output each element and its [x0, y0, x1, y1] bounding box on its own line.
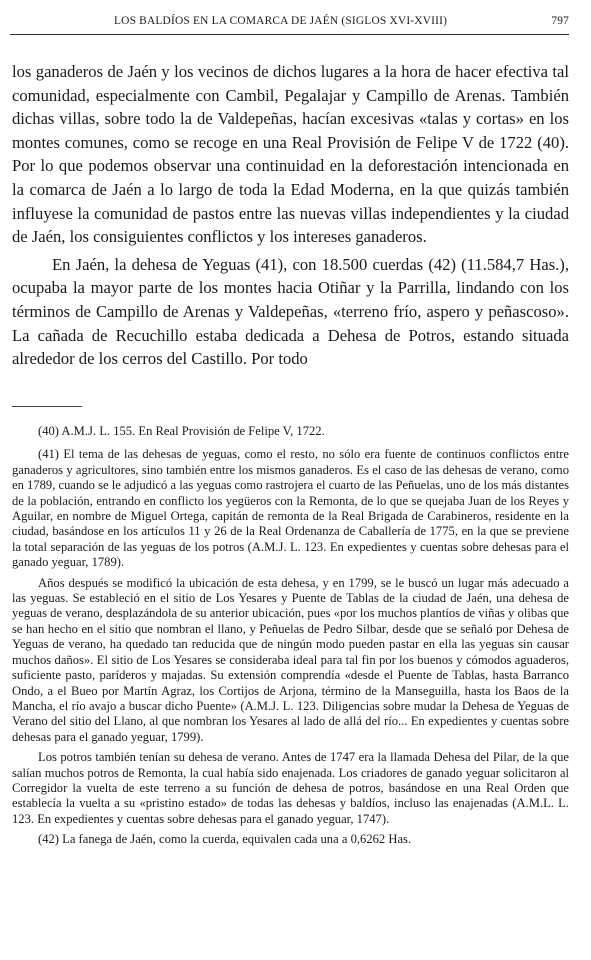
footnote-divider [12, 406, 82, 407]
body-paragraph: En Jaén, la dehesa de Yeguas (41), con 18.500 cuerdas (42) (11.584,7 Has.), ocupaba la mayor parte de los montes hacia Otiñar y la Parrilla, lindando con los términos de Campillo de Arenas y Valdepeñas, «terreno frío, aspero y peñascoso». La cañada de Recuchillo estaba dedicada a Dehesa de Potros, estando situada alrededor de los cerros del Castillo. Por todo [12, 254, 569, 369]
body-paragraph: los ganaderos de Jaén y los vecinos de dichos lugares a la hora de hacer efectiva tal comunidad, especialmente con Cambil, Pegalajar y Campillo de Arenas. También dichas villas, sobre todo la de Valdepeñas, hacían excesivas «talas y cortas» en los montes comunes, como se recoge en una Real Provisión de Felipe V de 1722 (40). Por lo que podemos observar una continuidad en la deforestación intencionada en la comarca de Jaén a lo largo de toda la Edad Moderna, en la que quizás también influyese la comunidad de pastos entre las nuevas villas independientes y la ciudad de Jaén, los consiguientes conflictos y los intereses ganaderos. [12, 62, 569, 247]
footnote-41: (41) El tema de las dehesas de yeguas, como el resto, no sólo era fuente de continuos conflictos entre ganaderos y agricultores, sino también entre los mismos ganaderos. Es el caso de las dehesas de verano, como en 1789, cuando se le adjudicó a las yeguas como rastrojera el cuarto de las Peñuelas, uno de los más distantes de la población, entrando en conflicto los yegüeros con la Remonta, de lo que se quejaba Juan de los Reyes y Aguilar, en nombre de Miguel Ortega, capitán de remonta de la Real Brigada de Carabineros, residente en la ciudad, basándose en los artículos 11 y 26 de la Real Ordenanza de Caballería de 1775, en la que se previene la total separación de las yeguas de los potros (A.M.J. L. 123. En expedientes y cuentas sobre dehesas para el ganado yeguar, 1789). [12, 447, 569, 570]
footnote-41-continued: Años después se modificó la ubicación de esta dehesa, y en 1799, se le buscó un lugar más adecuado a las yeguas. Se estableció en el sitio de Los Yesares y Puente de Tablas de la ciudad de Jaén, una dehesa de yeguas de verano, desplazándola de su anterior ubicación, pues «por los muchos plantíos de viñas y olibas que se han hecho en el sitio que nombran el llano, y Peñuelas de Pedro Silbar, desde que se señaló por Dehesa de Yeguas de verano, ha quedado tan reducida que de ningún modo pueden pastar en ella las yeguas sin causar muchos daños». El sitio de Los Yesares se consideraba ideal para tal fin por los buenos y cómodos aguaderos, suficiente pasto, paríderos y majadas. Su extensión comprendía «desde el Puente de Tablas, hasta Barranco Ondo, a el Bueo por Martín Agraz, los Cortijos de Arjona, término de la Manseguilla, hasta los Baos de la Mancha, el río avajo a buscar dicho Puente» (A.M.J. L. 123. Diligencias sobre mudar la Dehesa de Yeguas de Verano del sitio del Llano, al que nombran los Yesares al lado de allá del río... En expedientes y cuentas sobre dehesas para el ganado yeguar, 1799). [12, 575, 569, 744]
footnote-42: (42) La fanega de Jaén, como la cuerda, equivalen cada una a 0,6262 Has. [38, 832, 412, 847]
page-number: 797 [551, 15, 569, 27]
footnote-40: (40) A.M.J. L. 155. En Real Provisión de Felipe V, 1722. [38, 424, 325, 438]
body-text [12, 60, 569, 371]
running-title: LOS BALDÍOS EN LA COMARCA DE JAÉN (SIGLOS XVI-XVIII) [114, 15, 448, 27]
running-head [10, 12, 569, 35]
footnotes [12, 424, 569, 853]
footnote-41-continued: Los potros también tenían su dehesa de verano. Antes de 1747 era la llamada Dehesa del Pilar, de la que salían muchos potros de Remonta, la cual había sido enajenada. Los criadores de ganado yeguar solicitaron al Corregidor la vuelta de este terreno a su función de dehesa de potros, basándose en una Real Orden que establecía la vuelta a su «pristino estado» de todas las dehesas y baldíos, incluso las enajenadas (A.M.L. L. 123. En expedientes y cuentas sobre dehesas para el ganado yeguar, 1747). [12, 750, 569, 826]
